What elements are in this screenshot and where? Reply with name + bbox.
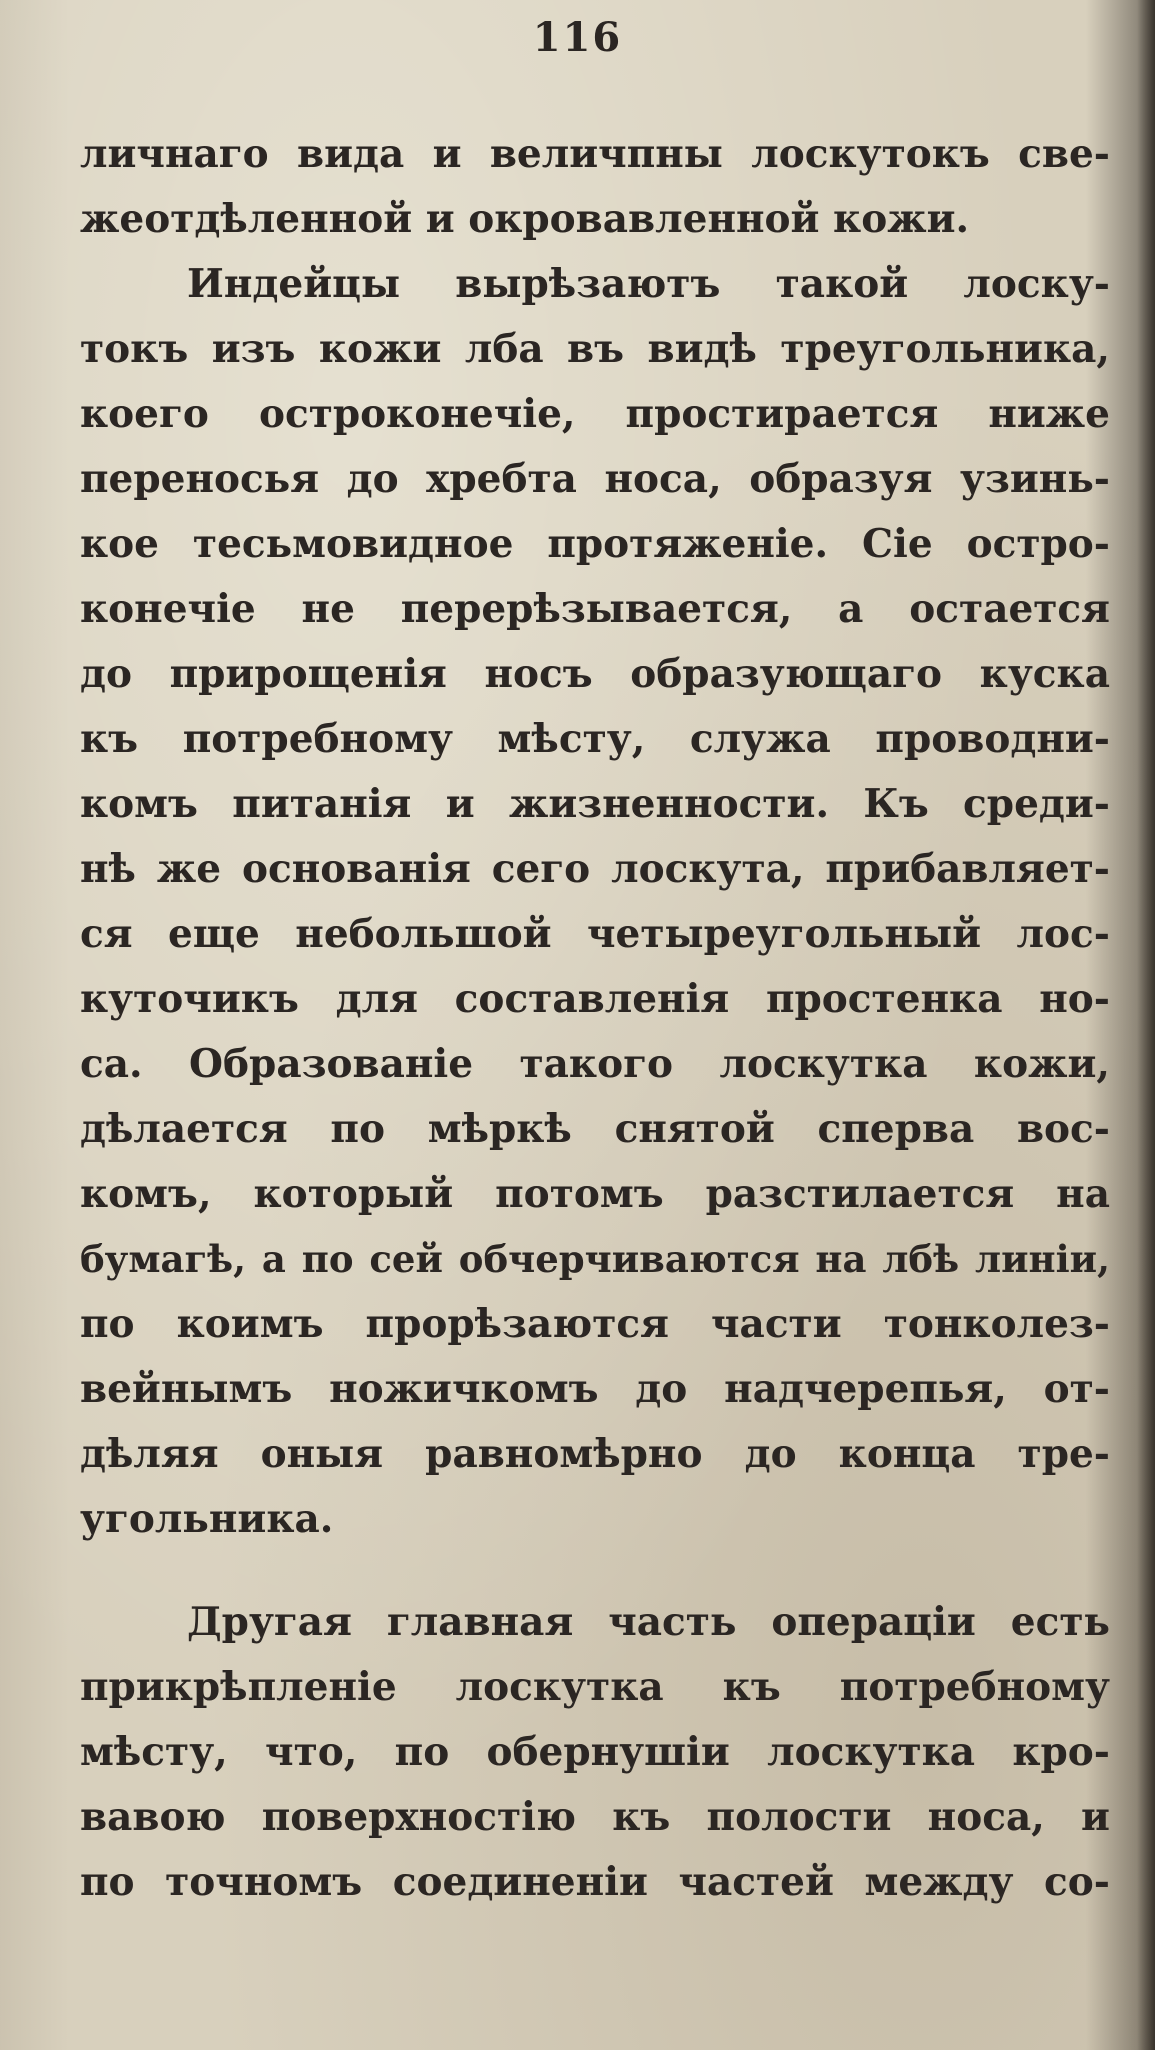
text-line: коего остроконечіе, простирается ниже bbox=[80, 391, 1110, 437]
text-line: токъ изъ кожи лба въ видѣ треугольника, bbox=[80, 326, 1110, 372]
text-line: са. Образованіе такого лоскутка кожи, bbox=[80, 1041, 1110, 1087]
page-number: 116 bbox=[532, 14, 623, 61]
text-line: комъ, который потомъ разстилается на bbox=[80, 1171, 1110, 1217]
text-line: комъ питанія и жизненности. Къ среди- bbox=[80, 781, 1110, 827]
text-line: угольника. bbox=[80, 1496, 334, 1542]
text-line: по коимъ прорѣзаются части тонколез- bbox=[80, 1301, 1110, 1347]
text-line: переносья до хребта носа, образуя узинь- bbox=[80, 456, 1110, 502]
text-line: вейнымъ ножичкомъ до надчерепья, от- bbox=[80, 1366, 1110, 1412]
page-edge-shadow bbox=[1137, 0, 1155, 2050]
text-line: до прирощенія носъ образующаго куска bbox=[80, 651, 1110, 697]
text-line: прикрѣпленіе лоскутка къ потребному bbox=[80, 1664, 1110, 1710]
text-line: ся еще небольшой четыреугольный лос- bbox=[80, 911, 1110, 957]
text-line: кое тесьмовидное протяженіе. Сіе остро- bbox=[80, 521, 1110, 567]
text-line: Другая главная часть операціи есть bbox=[187, 1599, 1110, 1645]
text-line: къ потребному мѣсту, служа проводни- bbox=[80, 716, 1110, 762]
text-line: Индейцы вырѣзаютъ такой лоску- bbox=[187, 261, 1110, 307]
text-line: жеотдѣленной и окровавленной кожи. bbox=[80, 196, 970, 242]
paragraph-gap bbox=[80, 1552, 1110, 1590]
body-text bbox=[80, 122, 1110, 1915]
text-line: конечіе не перерѣзывается, а остается bbox=[80, 586, 1110, 632]
text-line: по точномъ соединеніи частей между со- bbox=[80, 1859, 1110, 1905]
text-line: куточикъ для составленія простенка но- bbox=[80, 976, 1110, 1022]
text-line: личнаго вида и величпны лоскутокъ све- bbox=[80, 131, 1110, 177]
text-line: вавою поверхностію къ полости носа, и bbox=[80, 1794, 1110, 1840]
text-line: дѣлается по мѣркѣ снятой сперва вос- bbox=[80, 1106, 1110, 1152]
text-line: мѣсту, что, по обернушіи лоскутка кро- bbox=[80, 1729, 1110, 1775]
text-line: нѣ же основанія сего лоскута, прибавляет- bbox=[80, 846, 1110, 892]
text-line: дѣляя оныя равномѣрно до конца тре- bbox=[80, 1431, 1110, 1477]
text-line: бумагѣ, а по сей обчерчиваются на лбѣ линіи, bbox=[80, 1237, 1110, 1281]
